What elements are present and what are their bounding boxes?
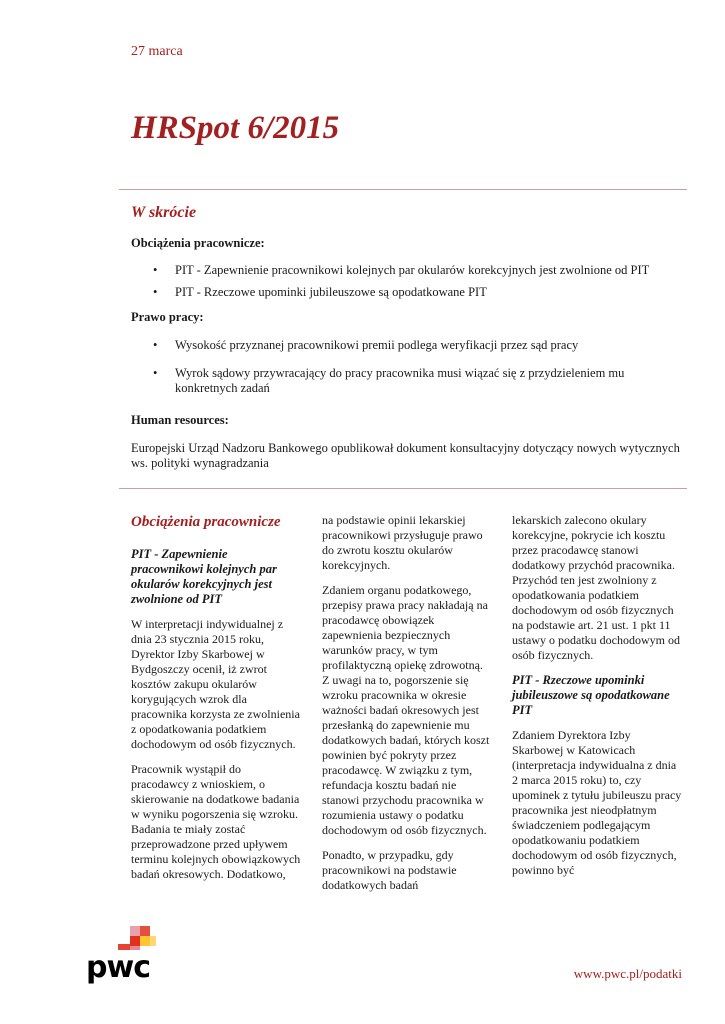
summary-group-title: Obciążenia pracownicze: [131,236,265,250]
summary-group-obciazenia [131,236,687,300]
summary-group-title: Human resources: [131,413,229,427]
article-paragraph: Zdaniem organu podatkowego, przepisy prawa pracy nakładają na pracodawcę obowiązek zapewnienia bezpiecznych warunków pracy, w tym profilaktyczną opiekę zdrowotną. Z uwagi na to, pogorszenie się wzroku pracownika w okresie ważności badań okresowych jest przesłanką do zapewnienie mu dodatkowych badań, których koszt powinien być pokryty przez pracodawcę. W związku z tym, refundacja kosztu badań nie stanowi przychodu pracownika w rozumienia ustawy o podatku dochodowym od osób fizycznych. [322,583,490,837]
summary-group-title: Prawo pracy: [131,310,204,324]
article-paragraph: lekarskich zalecono okulary korekcyjne, pokrycie ich kosztu przez pracodawcę stanowi dodatkowy przychód pracownika. Przychód ten jest zwolniony z opodatkowania podatkiem dochodowym od osób fizycznych na podstawie art. 21 ust. 1 pkt 11 ustawy o podatku dochodowym od osób fizycznych. [512,513,680,662]
article-paragraph: Ponadto, w przypadku, gdy pracownikowi na podstawie dodatkowych badań [322,848,457,892]
pwc-logo-text: pwc [86,950,150,985]
divider-top [119,189,687,190]
summary-list [131,338,687,396]
summary-list-item: • PIT - Zapewnienie pracownikowi kolejnych par okularów korekcyjnych jest zwolnione od PIT [131,263,687,278]
document-date: 27 marca [131,44,183,59]
page-title: HRSpot 6/2015 [131,110,340,146]
article-paragraph: Pracownik wystąpił do pracodawcy z wnioskiem, o skierowanie na dodatkowe badania w wyniku pogorszenia się wzroku. Badania te miały zostać przeprowadzone przed upływem terminu kolejnych obowiązkowych badań okresowych. Dodatkowo, [131,762,301,881]
summary-section [131,205,687,471]
article-paragraph: na podstawie opinii lekarskiej pracownikowi przysługuje prawo do zwrotu kosztu okularów korekcyjnych. [322,513,483,572]
pwc-logo [86,924,166,984]
summary-list-item: • Wyrok sądowy przywracający do pracy pracownika musi wiązać się z przydzieleniem mu konkretnych zadań [131,366,687,396]
footer-website-link[interactable]: www.pwc.pl/podatki [573,966,682,981]
summary-list-item: • Wysokość przyznanej pracownikowi premii podlega weryfikacji przez sąd pracy [131,338,687,353]
summary-group-text: Europejski Urząd Nadzoru Bankowego opublikował dokument konsultacyjny dotyczący nowych wytycznych ws. polityki wynagradzania [131,441,680,470]
summary-heading: W skrócie [131,204,197,221]
summary-list-item: • PIT - Rzeczowe upominki jubileuszowe są opodatkowane PIT [131,285,687,300]
article-column-1 [131,513,301,892]
summary-group-human-resources [131,413,687,471]
divider-middle [119,488,687,489]
summary-list [131,263,687,300]
article-heading: Obciążenia pracownicze [131,514,281,530]
article-paragraph: Zdaniem Dyrektora Izby Skarbowej w Katowicach (interpretacja indywidualna z dnia 2 marca 2015 roku) to, czy upominek z tytułu jubileuszu pracy pracownika jest nieodpłatnym świadczeniem podlegającym opodatkowaniu podatkiem dochodowym od osób fizycznych, powinno być [512,728,682,877]
article-column-2 [322,513,492,903]
article-column-3 [512,513,684,888]
summary-group-prawo-pracy [131,310,687,396]
article-paragraph: W interpretacji indywidualnej z dnia 23 stycznia 2015 roku, Dyrektor Izby Skarbowej w Bydgoszczy ocenił, iż zwrot kosztów zakupu okularów korygujących wzrok dla pracownika korzysta ze zwolnienia z opodatkowania podatkiem dochodowym od osób fizycznych. [131,617,300,751]
article-subheading: PIT - Zapewnienie pracownikowi kolejnych par okularów korekcyjnych jest zwolnione od PIT [131,547,277,606]
article-subheading: PIT - Rzeczowe upominki jubileuszowe są opodatkowane PIT [512,673,670,717]
